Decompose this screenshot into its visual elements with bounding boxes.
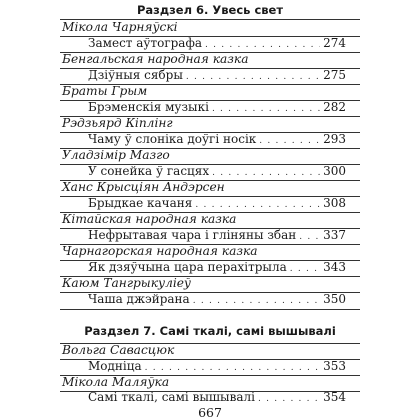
dot-leader <box>259 136 320 146</box>
entry-title: Модніца <box>88 359 142 373</box>
entry-author: Кітайская народная казка <box>62 212 237 226</box>
entry-page: 353 <box>323 359 346 373</box>
entry-page: 343 <box>323 260 346 274</box>
toc-entry[interactable] <box>88 36 346 52</box>
entry-title: Брыдкае качаня <box>88 196 193 210</box>
toc-entry[interactable] <box>88 100 346 116</box>
dot-leader <box>299 232 320 242</box>
dot-leader <box>212 168 320 178</box>
entry-title: Дзіўныя сябры <box>88 68 183 82</box>
section-7-title: Раздзел 7. Самі ткалі, самі вышывалі <box>84 324 336 338</box>
dot-leader <box>212 104 320 114</box>
divider <box>60 309 360 310</box>
entry-page: 350 <box>323 292 346 306</box>
entry-title: У сонейка ў гасцях <box>88 164 210 178</box>
entry-page: 293 <box>323 132 346 146</box>
entry-author: Каюм Тангрыкуліеў <box>62 276 192 290</box>
entry-author: Мікола Маляўка <box>62 375 170 389</box>
dot-leader <box>258 394 320 404</box>
entry-author: Ханс Крысціян Андэрсен <box>62 180 225 194</box>
dot-leader <box>195 200 320 210</box>
entry-page: 300 <box>323 164 346 178</box>
toc-entry[interactable] <box>88 228 346 244</box>
entry-author: Браты Грым <box>62 84 148 98</box>
toc-entry[interactable] <box>88 68 346 84</box>
entry-page: 308 <box>323 196 346 210</box>
entry-title: Брэменскія музыкі <box>88 100 209 114</box>
entry-title: Самі ткалі, самі вышывалі <box>88 390 255 404</box>
dot-leader <box>145 363 320 373</box>
toc-entry[interactable] <box>88 260 346 276</box>
entry-title: Чаму ў слоніка доўгі носік <box>88 132 257 146</box>
entry-author: Вольга Савасцюк <box>62 343 175 357</box>
entry-author: Мікола Чарняўскі <box>62 20 178 34</box>
entry-author: Чарнагорская народная казка <box>62 244 258 258</box>
entry-title: Як дзяўчына цара перахітрыла <box>88 260 287 274</box>
entry-title: Чаша джэйрана <box>88 292 190 306</box>
dot-leader <box>290 264 320 274</box>
toc-entry[interactable] <box>88 359 346 375</box>
page-number: 667 <box>198 405 222 420</box>
dot-leader <box>205 40 320 50</box>
entry-author: Бенгальская народная казка <box>62 52 249 66</box>
toc-entry[interactable] <box>88 196 346 212</box>
dot-leader <box>193 296 320 306</box>
dot-leader <box>186 72 320 82</box>
toc-entry[interactable] <box>88 164 346 180</box>
entry-page: 274 <box>323 36 346 50</box>
toc-entry[interactable] <box>88 132 346 148</box>
toc-entry[interactable] <box>88 292 346 308</box>
entry-page: 282 <box>323 100 346 114</box>
entry-page: 354 <box>323 390 346 404</box>
toc-entry[interactable] <box>88 390 346 406</box>
entry-author: Уладзімір Мазго <box>62 148 170 162</box>
section-6-title: Раздзел 6. Увесь свет <box>136 3 284 17</box>
entry-author: Рэдзьярд Кіплінг <box>62 116 173 130</box>
entry-page: 337 <box>323 228 346 242</box>
entry-title: Нефрытавая чара і гліняны збан <box>88 228 297 242</box>
entry-title: Замест аўтографа <box>88 36 202 50</box>
entry-page: 275 <box>323 68 346 82</box>
